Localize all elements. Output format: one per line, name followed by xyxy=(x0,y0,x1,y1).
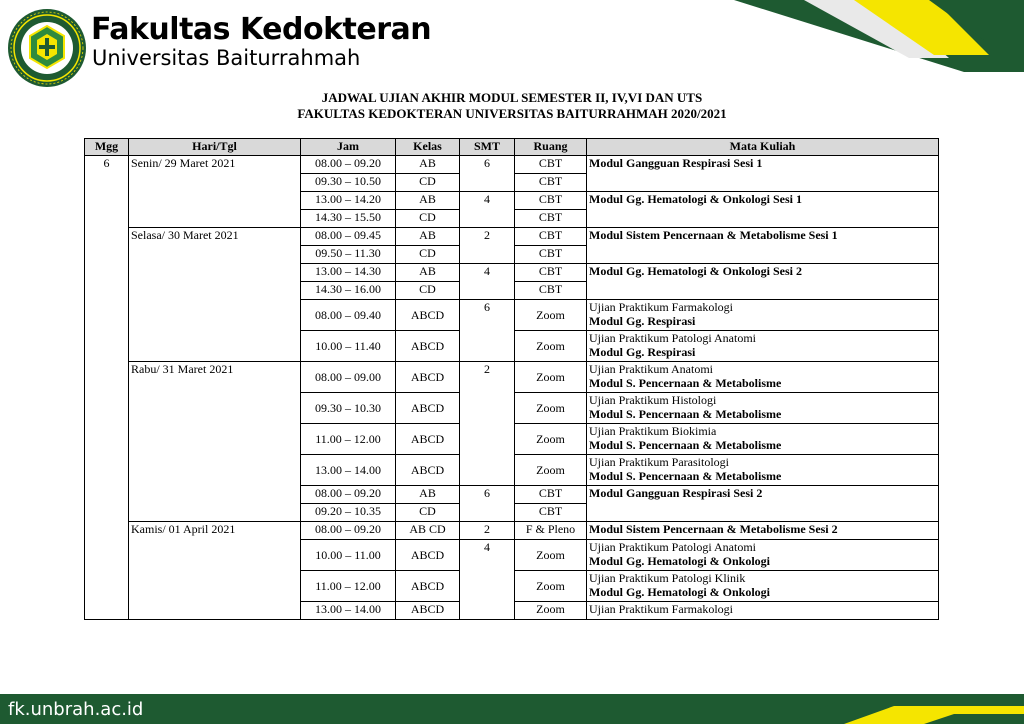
mata-kuliah-sub: Ujian Praktikum Patologi Klinik xyxy=(589,571,746,585)
jam-cell: 08.00 – 09.20 xyxy=(301,156,396,174)
table-row xyxy=(85,228,939,246)
mata-kuliah-cell xyxy=(587,393,939,424)
ruang-cell: Zoom xyxy=(515,571,587,602)
mata-kuliah-sub: Ujian Praktikum Patologi Anatomi xyxy=(589,540,756,554)
kelas-cell: CD xyxy=(396,210,460,228)
kelas-cell: AB xyxy=(396,192,460,210)
kelas-cell: ABCD xyxy=(396,300,460,331)
ruang-cell: CBT xyxy=(515,192,587,210)
mata-kuliah-sub: Ujian Praktikum Biokimia xyxy=(589,424,717,438)
kelas-cell: CD xyxy=(396,174,460,192)
jam-cell: 14.30 – 15.50 xyxy=(301,210,396,228)
jam-cell: 09.30 – 10.30 xyxy=(301,393,396,424)
jam-cell: 08.00 – 09.20 xyxy=(301,486,396,504)
jam-cell: 09.50 – 11.30 xyxy=(301,246,396,264)
mata-kuliah-sub: Ujian Praktikum Farmakologi xyxy=(589,300,733,314)
kelas-cell: AB xyxy=(396,264,460,282)
ruang-cell: Zoom xyxy=(515,424,587,455)
table-row xyxy=(85,362,939,393)
smt-cell: 2 xyxy=(460,522,515,540)
ruang-cell: Zoom xyxy=(515,300,587,331)
mata-kuliah-main: Modul Gg. Respirasi xyxy=(589,345,696,359)
ruang-cell: CBT xyxy=(515,174,587,192)
kelas-cell: ABCD xyxy=(396,393,460,424)
header-hari: Hari/Tgl xyxy=(129,139,301,156)
mata-kuliah-cell xyxy=(587,540,939,571)
mata-kuliah-sub: Ujian Praktikum Patologi Anatomi xyxy=(589,331,756,345)
document-title-line2: FAKULTAS KEDOKTERAN UNIVERSITAS BAITURRAHMAH 2020/2021 xyxy=(297,106,727,121)
ruang-cell: Zoom xyxy=(515,393,587,424)
day-cell: Rabu/ 31 Maret 2021 xyxy=(129,362,301,522)
mata-kuliah-main: Modul Gg. Hematologi & Onkologi xyxy=(589,554,771,568)
smt-cell: 4 xyxy=(460,192,515,228)
kelas-cell: CD xyxy=(396,282,460,300)
smt-cell: 6 xyxy=(460,156,515,192)
ruang-cell: CBT xyxy=(515,156,587,174)
jam-cell: 11.00 – 12.00 xyxy=(301,424,396,455)
ruang-cell: F & Pleno xyxy=(515,522,587,540)
kelas-cell: CD xyxy=(396,246,460,264)
kelas-cell: ABCD xyxy=(396,362,460,393)
jam-cell: 13.00 – 14.30 xyxy=(301,264,396,282)
smt-cell: 4 xyxy=(460,264,515,300)
kelas-cell: AB xyxy=(396,486,460,504)
jam-cell: 10.00 – 11.00 xyxy=(301,540,396,571)
header-smt: SMT xyxy=(460,139,515,156)
jam-cell: 09.20 – 10.35 xyxy=(301,504,396,522)
mata-kuliah-main: Modul S. Pencernaan & Metabolisme xyxy=(589,469,782,483)
ruang-cell: CBT xyxy=(515,228,587,246)
kelas-cell: ABCD xyxy=(396,602,460,620)
header-jam: Jam xyxy=(301,139,396,156)
mata-kuliah-cell xyxy=(587,424,939,455)
ruang-cell: CBT xyxy=(515,264,587,282)
mgg-cell: 6 xyxy=(85,156,129,620)
ruang-cell: CBT xyxy=(515,486,587,504)
ruang-cell: Zoom xyxy=(515,540,587,571)
ruang-cell: Zoom xyxy=(515,331,587,362)
day-cell: Selasa/ 30 Maret 2021 xyxy=(129,228,301,362)
ruang-cell: Zoom xyxy=(515,455,587,486)
ruang-cell: CBT xyxy=(515,210,587,228)
mata-kuliah-main: Modul Gg. Hematologi & Onkologi xyxy=(589,585,771,599)
kelas-cell: AB xyxy=(396,228,460,246)
smt-cell: 6 xyxy=(460,486,515,522)
mata-kuliah-cell: Modul Gangguan Respirasi Sesi 2 xyxy=(587,486,939,522)
kelas-cell: CD xyxy=(396,504,460,522)
kelas-cell: ABCD xyxy=(396,540,460,571)
exam-schedule-table xyxy=(84,138,939,620)
jam-cell: 09.30 – 10.50 xyxy=(301,174,396,192)
jam-cell: 11.00 – 12.00 xyxy=(301,571,396,602)
mata-kuliah-cell xyxy=(587,602,939,620)
mata-kuliah-sub: Ujian Praktikum Farmakologi xyxy=(589,602,733,616)
mata-kuliah-cell: Modul Gg. Hematologi & Onkologi Sesi 2 xyxy=(587,264,939,300)
ruang-cell: Zoom xyxy=(515,362,587,393)
kelas-cell: AB CD xyxy=(396,522,460,540)
mata-kuliah-cell xyxy=(587,362,939,393)
mata-kuliah-cell xyxy=(587,571,939,602)
footer-corner-decoration xyxy=(724,684,1024,724)
ruang-cell: CBT xyxy=(515,282,587,300)
kelas-cell: ABCD xyxy=(396,571,460,602)
mata-kuliah-cell xyxy=(587,455,939,486)
header-kelas: Kelas xyxy=(396,139,460,156)
kelas-cell: ABCD xyxy=(396,424,460,455)
smt-cell: 6 xyxy=(460,300,515,362)
document-title-line1: JADWAL UJIAN AKHIR MODUL SEMESTER II, IV,VI DAN UTS xyxy=(321,90,703,105)
smt-cell: 4 xyxy=(460,540,515,620)
footer-url-link[interactable]: fk.unbrah.ac.id xyxy=(8,699,144,720)
header-mgg: Mgg xyxy=(85,139,129,156)
mata-kuliah-sub: Ujian Praktikum Parasitologi xyxy=(589,455,729,469)
header-ruang: Ruang xyxy=(515,139,587,156)
header-mata-kuliah: Mata Kuliah xyxy=(587,139,939,156)
kelas-cell: ABCD xyxy=(396,455,460,486)
brand-subtitle: Universitas Baiturrahmah xyxy=(92,46,361,70)
faculty-logo xyxy=(7,8,87,88)
mata-kuliah-cell: Modul Sistem Pencernaan & Metabolisme Sesi 1 xyxy=(587,228,939,264)
mata-kuliah-cell: Modul Sistem Pencernaan & Metabolisme Sesi 2 xyxy=(587,522,939,540)
smt-cell: 2 xyxy=(460,228,515,264)
jam-cell: 13.00 – 14.00 xyxy=(301,455,396,486)
jam-cell: 08.00 – 09.00 xyxy=(301,362,396,393)
kelas-cell: ABCD xyxy=(396,331,460,362)
jam-cell: 13.00 – 14.00 xyxy=(301,602,396,620)
day-cell: Senin/ 29 Maret 2021 xyxy=(129,156,301,228)
mata-kuliah-main: Modul S. Pencernaan & Metabolisme xyxy=(589,407,782,421)
table-header-row xyxy=(85,139,939,156)
mata-kuliah-cell: Modul Gg. Hematologi & Onkologi Sesi 1 xyxy=(587,192,939,228)
mata-kuliah-sub: Ujian Praktikum Histologi xyxy=(589,393,717,407)
table-row xyxy=(85,522,939,540)
mata-kuliah-cell: Modul Gangguan Respirasi Sesi 1 xyxy=(587,156,939,192)
jam-cell: 14.30 – 16.00 xyxy=(301,282,396,300)
table-row xyxy=(85,156,939,174)
mata-kuliah-cell xyxy=(587,331,939,362)
ruang-cell: Zoom xyxy=(515,602,587,620)
ruang-cell: CBT xyxy=(515,504,587,522)
jam-cell: 13.00 – 14.20 xyxy=(301,192,396,210)
jam-cell: 10.00 – 11.40 xyxy=(301,331,396,362)
mata-kuliah-main: Modul S. Pencernaan & Metabolisme xyxy=(589,376,782,390)
mata-kuliah-main: Modul S. Pencernaan & Metabolisme xyxy=(589,438,782,452)
mata-kuliah-main: Modul Gg. Respirasi xyxy=(589,314,696,328)
jam-cell: 08.00 – 09.20 xyxy=(301,522,396,540)
day-cell: Kamis/ 01 April 2021 xyxy=(129,522,301,620)
jam-cell: 08.00 – 09.45 xyxy=(301,228,396,246)
smt-cell: 2 xyxy=(460,362,515,486)
jam-cell: 08.00 – 09.40 xyxy=(301,300,396,331)
brand-title: Fakultas Kedokteran xyxy=(91,12,432,47)
ruang-cell: CBT xyxy=(515,246,587,264)
mata-kuliah-sub: Ujian Praktikum Anatomi xyxy=(589,362,713,376)
header-corner-decoration xyxy=(734,0,1024,72)
mata-kuliah-cell xyxy=(587,300,939,331)
kelas-cell: AB xyxy=(396,156,460,174)
